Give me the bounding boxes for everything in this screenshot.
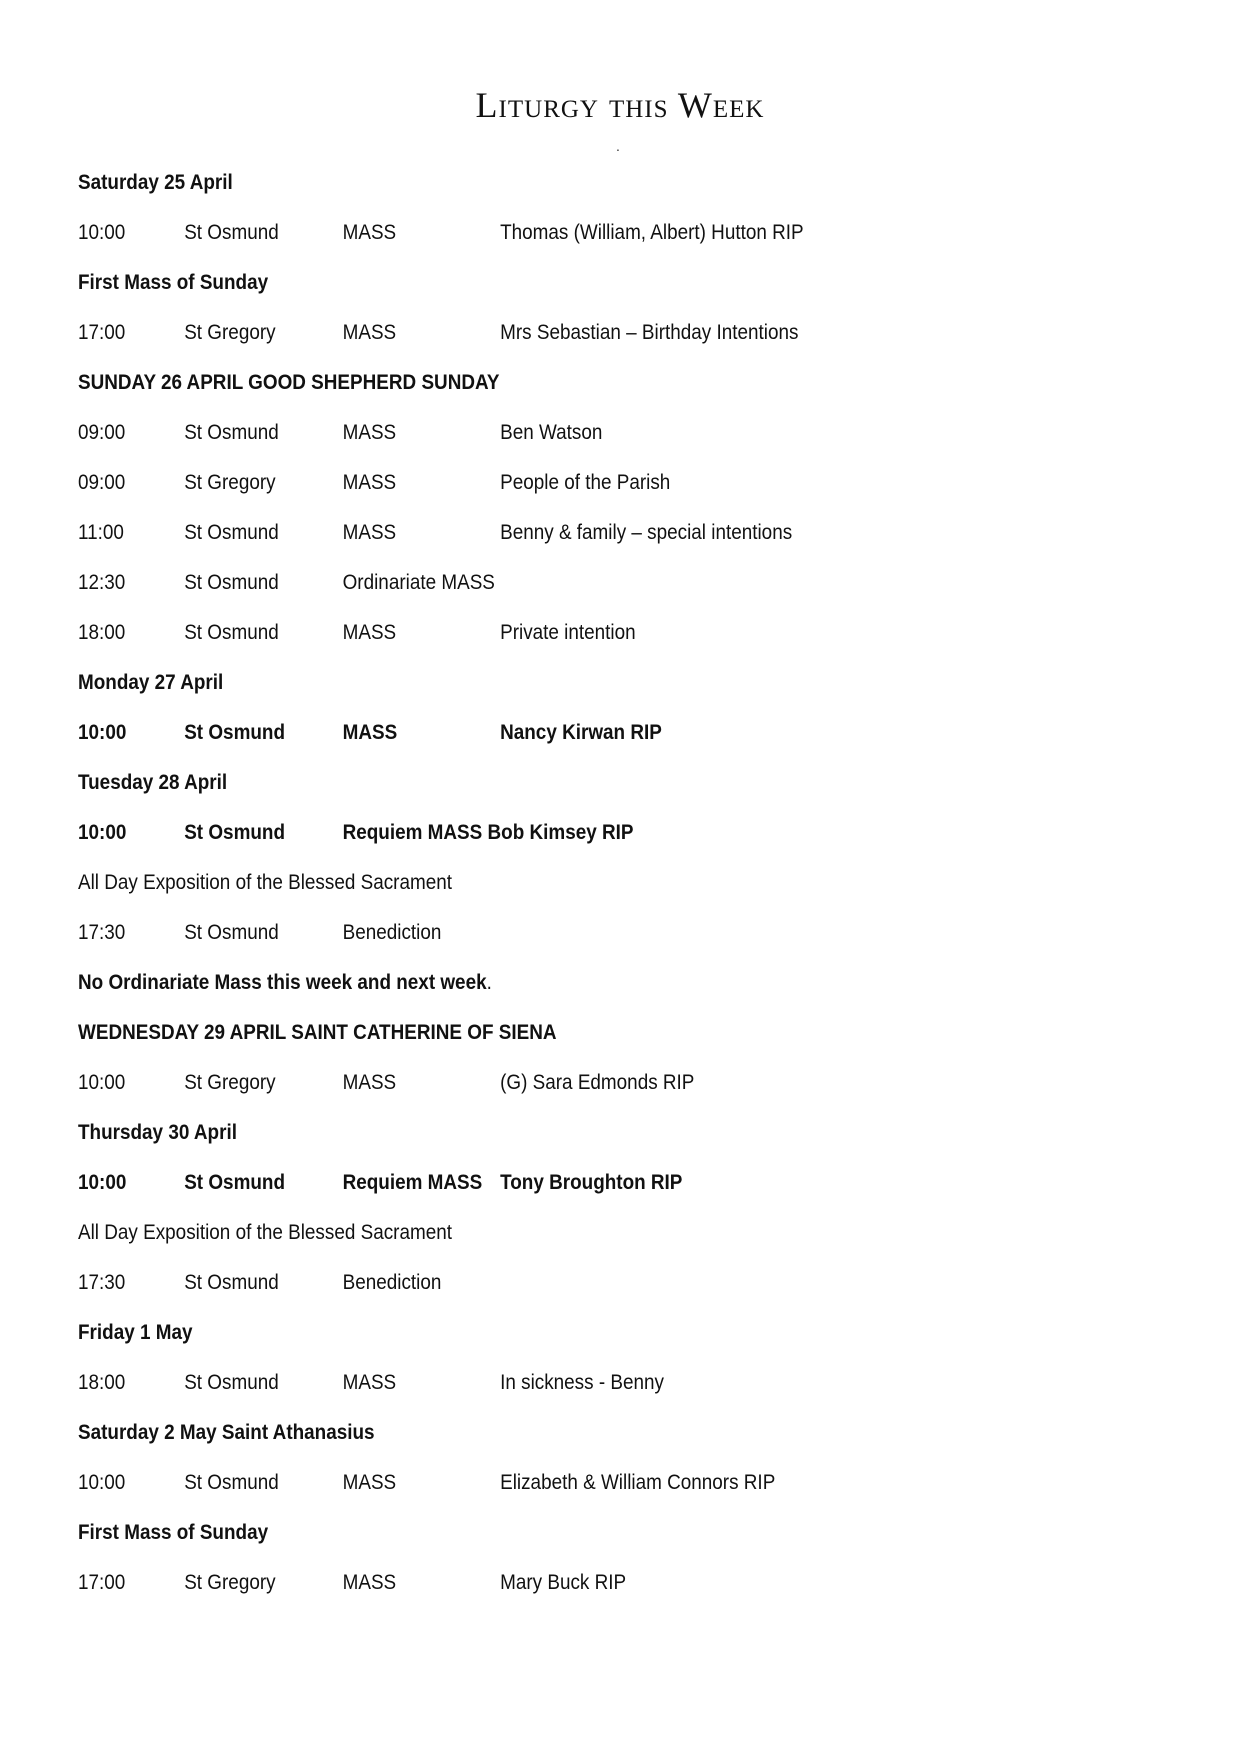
service-type: MASS (342, 1571, 397, 1594)
service-time: 10:00 (78, 1471, 126, 1494)
service-church: St Osmund (184, 721, 286, 744)
day-heading (78, 1518, 1068, 1568)
service-intention: Private intention (500, 621, 636, 644)
day-heading (78, 1318, 1068, 1368)
service-time: 10:00 (78, 821, 127, 844)
service-church: St Osmund (184, 421, 279, 444)
service-row (78, 618, 1068, 668)
service-church: St Osmund (184, 571, 279, 594)
service-type: Ordinariate MASS (342, 571, 495, 594)
service-type: MASS (342, 421, 397, 444)
service-time: 17:30 (78, 1271, 126, 1294)
service-intention: Ben Watson (500, 421, 603, 444)
liturgy-list (78, 168, 1178, 1618)
service-type: Benediction (342, 1271, 442, 1294)
service-church: St Osmund (184, 1471, 279, 1494)
service-church: St Gregory (184, 321, 276, 344)
service-type: MASS (342, 471, 397, 494)
service-time: 17:30 (78, 921, 126, 944)
service-time: 17:00 (78, 321, 126, 344)
service-row (78, 468, 1068, 518)
notice-suffix: . (486, 971, 492, 994)
service-row (78, 1268, 1068, 1318)
service-type: MASS (342, 621, 397, 644)
day-heading-text: Friday 1 May (78, 1321, 193, 1344)
day-heading-text: Saturday 2 May Saint Athanasius (78, 1421, 375, 1444)
service-row (78, 568, 1068, 618)
page-title: Liturgy this Week (475, 85, 765, 125)
service-time: 18:00 (78, 621, 126, 644)
service-type: MASS (342, 221, 397, 244)
day-heading (78, 1418, 1068, 1468)
service-time: 09:00 (78, 471, 126, 494)
service-type: MASS (342, 1371, 397, 1394)
service-row (78, 518, 1068, 568)
day-heading-text: SUNDAY 26 APRIL GOOD SHEPHERD SUNDAY (78, 371, 500, 394)
service-intention: Mrs Sebastian – Birthday Intentions (500, 321, 799, 344)
note-text: All Day Exposition of the Blessed Sacrament (78, 871, 452, 894)
service-time: 17:00 (78, 1571, 126, 1594)
service-row (78, 1168, 1068, 1218)
day-heading-text: WEDNESDAY 29 APRIL SAINT CATHERINE OF SIENA (78, 1021, 557, 1044)
service-intention: People of the Parish (500, 471, 671, 494)
day-heading (78, 368, 1068, 418)
service-intention: In sickness - Benny (500, 1371, 664, 1394)
day-heading (78, 768, 1068, 818)
service-church: St Gregory (184, 471, 276, 494)
note-row (78, 1218, 1068, 1268)
service-time: 10:00 (78, 1171, 127, 1194)
service-church: St Osmund (184, 821, 286, 844)
service-type: Benediction (342, 921, 442, 944)
service-church: St Osmund (184, 221, 279, 244)
service-type: MASS (342, 1071, 397, 1094)
service-row (78, 218, 1068, 268)
note-row (78, 868, 1068, 918)
service-type: Requiem MASS Bob Kimsey RIP (342, 821, 634, 844)
service-church: St Osmund (184, 1171, 286, 1194)
service-church: St Osmund (184, 621, 279, 644)
service-row (78, 318, 1068, 368)
service-row (78, 1468, 1068, 1518)
service-row (78, 1568, 1068, 1618)
service-row (78, 1368, 1068, 1418)
service-time: 11:00 (78, 521, 124, 544)
day-heading-text: Thursday 30 April (78, 1121, 237, 1144)
service-church: St Osmund (184, 1271, 279, 1294)
service-row (78, 818, 1068, 868)
subtitle-mark: . (616, 138, 620, 154)
service-intention: Tony Broughton RIP (500, 1171, 683, 1194)
service-church: St Osmund (184, 921, 279, 944)
service-time: 10:00 (78, 721, 127, 744)
service-type: MASS (342, 721, 398, 744)
service-intention: Mary Buck RIP (500, 1571, 627, 1594)
service-intention: Nancy Kirwan RIP (500, 721, 662, 744)
service-intention: (G) Sara Edmonds RIP (500, 1071, 695, 1094)
notice-text: No Ordinariate Mass this week and next week (78, 971, 487, 994)
notice-line (78, 968, 492, 998)
day-heading-text: First Mass of Sunday (78, 271, 269, 294)
service-type: MASS (342, 321, 397, 344)
service-type: MASS (342, 1471, 397, 1494)
service-intention: Benny & family – special intentions (500, 521, 793, 544)
day-heading-text: First Mass of Sunday (78, 1521, 269, 1544)
day-heading-text: Monday 27 April (78, 671, 224, 694)
service-row (78, 718, 1068, 768)
day-heading (78, 1118, 1068, 1168)
day-heading (78, 168, 1068, 218)
day-heading (78, 668, 1068, 718)
service-type: MASS (342, 521, 397, 544)
service-row (78, 418, 1068, 468)
service-time: 10:00 (78, 1071, 126, 1094)
service-row (78, 918, 1068, 968)
service-type: Requiem MASS (342, 1171, 483, 1194)
service-church: St Gregory (184, 1071, 276, 1094)
service-time: 18:00 (78, 1371, 126, 1394)
service-time: 10:00 (78, 221, 126, 244)
service-row (78, 1068, 1068, 1118)
day-heading-text: Saturday 25 April (78, 171, 233, 194)
day-heading-text: Tuesday 28 April (78, 771, 228, 794)
service-church: St Osmund (184, 521, 279, 544)
service-intention: Thomas (William, Albert) Hutton RIP (500, 221, 804, 244)
service-time: 09:00 (78, 421, 126, 444)
note-text: All Day Exposition of the Blessed Sacrament (78, 1221, 452, 1244)
service-church: St Gregory (184, 1571, 276, 1594)
day-heading (78, 1018, 1068, 1068)
day-heading (78, 268, 1068, 318)
service-intention: Elizabeth & William Connors RIP (500, 1471, 776, 1494)
service-church: St Osmund (184, 1371, 279, 1394)
service-time: 12:30 (78, 571, 126, 594)
notice-row (78, 968, 1068, 1018)
